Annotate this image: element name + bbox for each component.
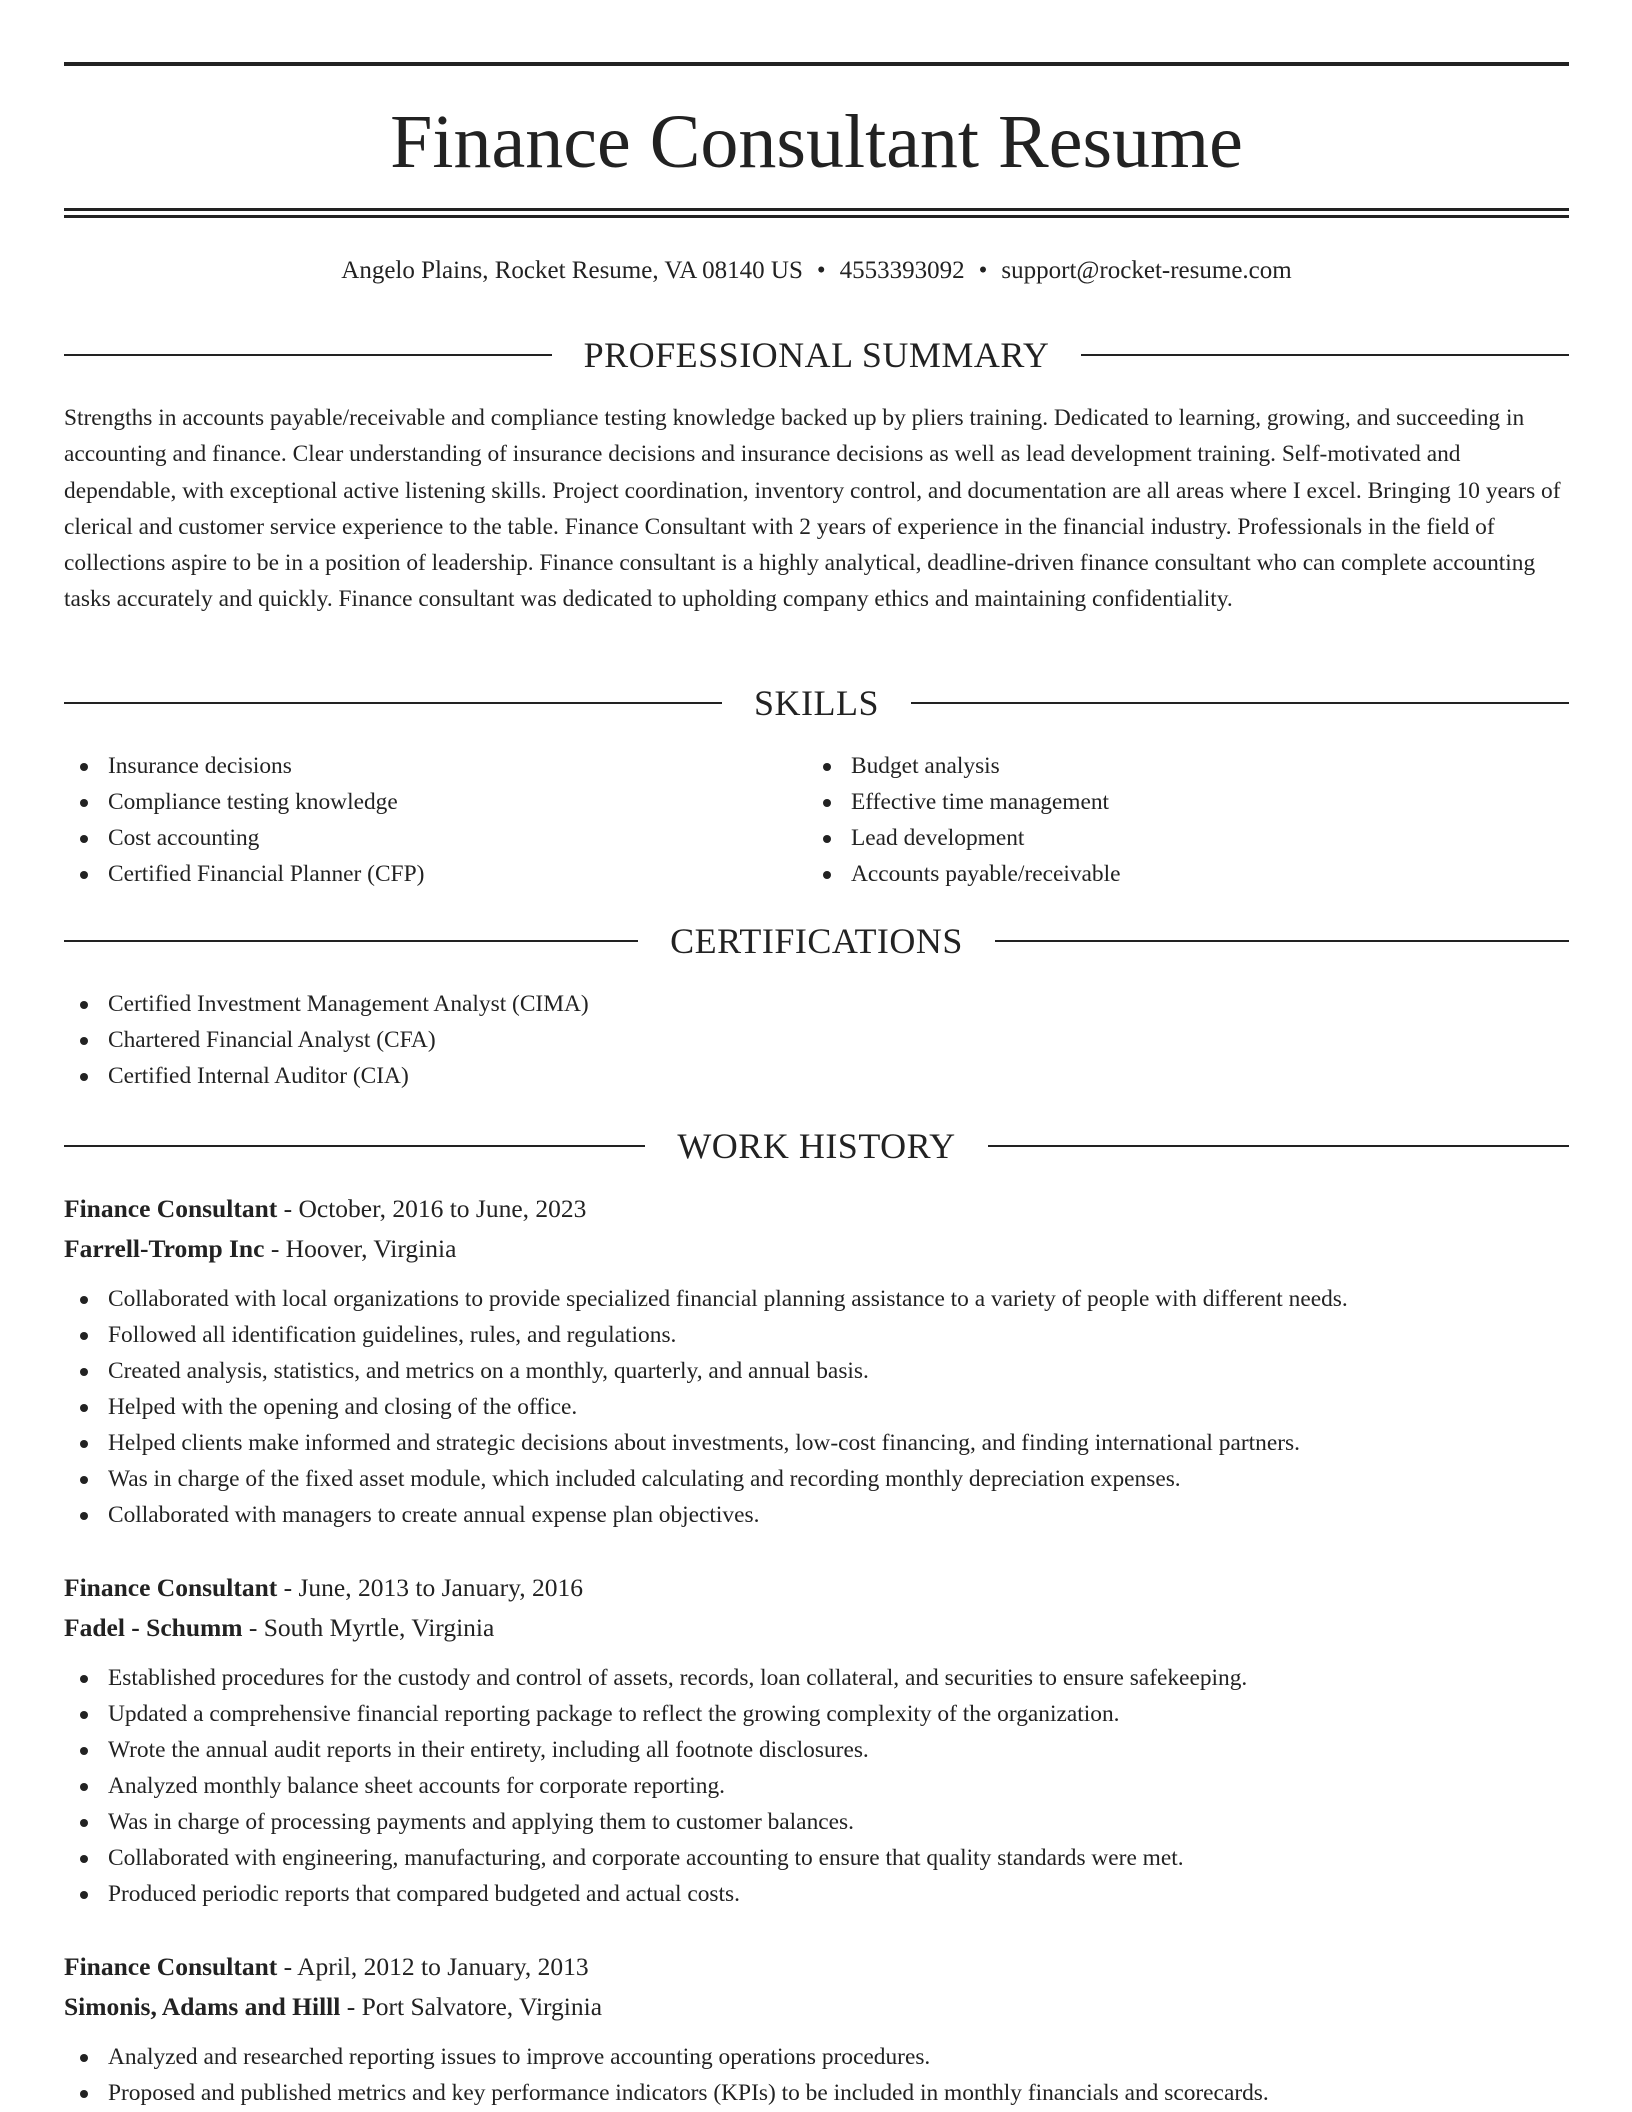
job-duty-item: Analyzed and researched reporting issues to improve accounting operations procedures. (64, 2039, 1569, 2075)
job-duty-item: Followed all identification guidelines, rules, and regulations. (64, 1317, 1569, 1353)
section-rule (995, 940, 1569, 942)
section-title: PROFESSIONAL SUMMARY (583, 335, 1050, 375)
section-rule (1081, 354, 1569, 356)
skills-list-left (64, 748, 424, 892)
resume-title: Finance Consultant Resume (390, 100, 1243, 184)
job-duty-item: Analyzed monthly balance sheet accounts for corporate reporting. (64, 1768, 1569, 1804)
professional-summary-text: Strengths in accounts payable/receivable and compliance testing knowledge backed up by pliers training. Dedicated to learning, growing, and succeeding in accounting and finance. Clear understanding of insurance decisions and insurance decisions as well as lead development training. Self-motivated and dependable, with exceptional active listening skills. Project coordination, inventory control, and documentation are all areas where I excel. Bringing 10 years of clerical and customer service experience to the table. Finance Consultant with 2 years of experience in the financial industry. Professionals in the field of collections aspire to be in a position of leadership. Finance consultant is a highly analytical, deadline-driven finance consultant who can complete accounting tasks accurately and quickly. Finance consultant was dedicated to upholding company ethics and maintaining confidentiality. (64, 405, 1561, 613)
job-duty-item: Updated a comprehensive financial reporting package to reflect the growing complexity of the organization. (64, 1696, 1569, 1732)
section-title: WORK HISTORY (677, 1126, 956, 1166)
skill-item: Lead development (807, 820, 1121, 856)
job-title-line (64, 1189, 1569, 1229)
skill-item: Compliance testing knowledge (64, 784, 424, 820)
certification-item: Chartered Financial Analyst (CFA) (64, 1022, 589, 1058)
skill-item: Insurance decisions (64, 748, 424, 784)
job-duty-item: Collaborated with local organizations to provide specialized financial planning assistance to a variety of people with different needs. (64, 1281, 1569, 1317)
job-duty-item: Helped with the opening and closing of the office. (64, 1389, 1569, 1425)
job-duties-list (64, 2039, 1569, 2111)
job-entry (64, 1947, 1569, 2111)
skill-item: Effective time management (807, 784, 1121, 820)
title-double-rule (64, 208, 1569, 218)
section-rule (988, 1145, 1569, 1147)
skills-list-right (807, 748, 1121, 892)
job-duty-item: Was in charge of the fixed asset module, which included calculating and recording monthly depreciation expenses. (64, 1461, 1569, 1497)
section-rule (911, 702, 1569, 704)
contact-phone: 4553393092 (839, 257, 965, 284)
job-duties-list (64, 1281, 1569, 1533)
section-header-summary (64, 333, 1569, 377)
job-company: Simonis, Adams and Hilll (64, 1992, 341, 2021)
job-dates: - October, 2016 to June, 2023 (277, 1194, 587, 1223)
section-title: SKILLS (754, 683, 880, 723)
skill-item: Accounts payable/receivable (807, 856, 1121, 892)
job-title-line (64, 1568, 1569, 1608)
job-duty-item: Wrote the annual audit reports in their entirety, including all footnote disclosures. (64, 1732, 1569, 1768)
job-location: - Port Salvatore, Virginia (340, 1992, 603, 2021)
job-entry (64, 1189, 1569, 1533)
certifications-list (64, 986, 589, 1094)
job-title: Finance Consultant (64, 1952, 278, 1981)
contact-separator: • (978, 257, 988, 284)
section-header-work-history (64, 1124, 1569, 1168)
certification-item: Certified Investment Management Analyst (CIMA) (64, 986, 589, 1022)
job-duty-item: Established procedures for the custody and control of assets, records, loan collateral, and securities to ensure safekeeping. (64, 1660, 1569, 1696)
job-duty-item: Produced periodic reports that compared budgeted and actual costs. (64, 1876, 1569, 1912)
contact-address: Angelo Plains, Rocket Resume, VA 08140 US (341, 257, 803, 284)
job-location: - Hoover, Virginia (264, 1234, 457, 1263)
job-company-line (64, 1229, 1569, 1269)
section-rule (64, 702, 722, 704)
job-entry (64, 1568, 1569, 1912)
job-duty-item: Was in charge of processing payments and applying them to customer balances. (64, 1804, 1569, 1840)
job-duty-item: Collaborated with engineering, manufacturing, and corporate accounting to ensure that quality standards were met. (64, 1840, 1569, 1876)
title-top-rule (64, 62, 1569, 66)
section-title: CERTIFICATIONS (670, 921, 963, 961)
skill-item: Certified Financial Planner (CFP) (64, 856, 424, 892)
skill-item: Cost accounting (64, 820, 424, 856)
section-rule (64, 354, 552, 356)
job-duty-item: Collaborated with managers to create annual expense plan objectives. (64, 1497, 1569, 1533)
contact-separator: • (816, 257, 826, 284)
job-duties-list (64, 1660, 1569, 1912)
job-duty-item: Helped clients make informed and strategic decisions about investments, low-cost financing, and finding international partners. (64, 1425, 1569, 1461)
certification-item: Certified Internal Auditor (CIA) (64, 1058, 589, 1094)
section-header-skills (64, 681, 1569, 725)
job-company-line (64, 1608, 1569, 1648)
section-rule (64, 1145, 645, 1147)
job-dates: - April, 2012 to January, 2013 (277, 1952, 589, 1981)
job-dates: - June, 2013 to January, 2016 (277, 1573, 583, 1602)
contact-line (64, 254, 1569, 288)
job-title: Finance Consultant (64, 1194, 278, 1223)
job-duty-item: Created analysis, statistics, and metrics on a monthly, quarterly, and annual basis. (64, 1353, 1569, 1389)
section-rule (64, 940, 638, 942)
section-header-certifications (64, 919, 1569, 963)
job-title: Finance Consultant (64, 1573, 278, 1602)
contact-email: support@rocket-resume.com (1001, 257, 1292, 284)
job-title-line (64, 1947, 1569, 1987)
skill-item: Budget analysis (807, 748, 1121, 784)
job-location: - South Myrtle, Virginia (242, 1613, 495, 1642)
job-duty-item: Proposed and published metrics and key performance indicators (KPIs) to be included in monthly financials and scorecards. (64, 2075, 1569, 2111)
job-company: Fadel - Schumm (64, 1613, 243, 1642)
job-company: Farrell-Tromp Inc (64, 1234, 265, 1263)
job-company-line (64, 1987, 1569, 2027)
